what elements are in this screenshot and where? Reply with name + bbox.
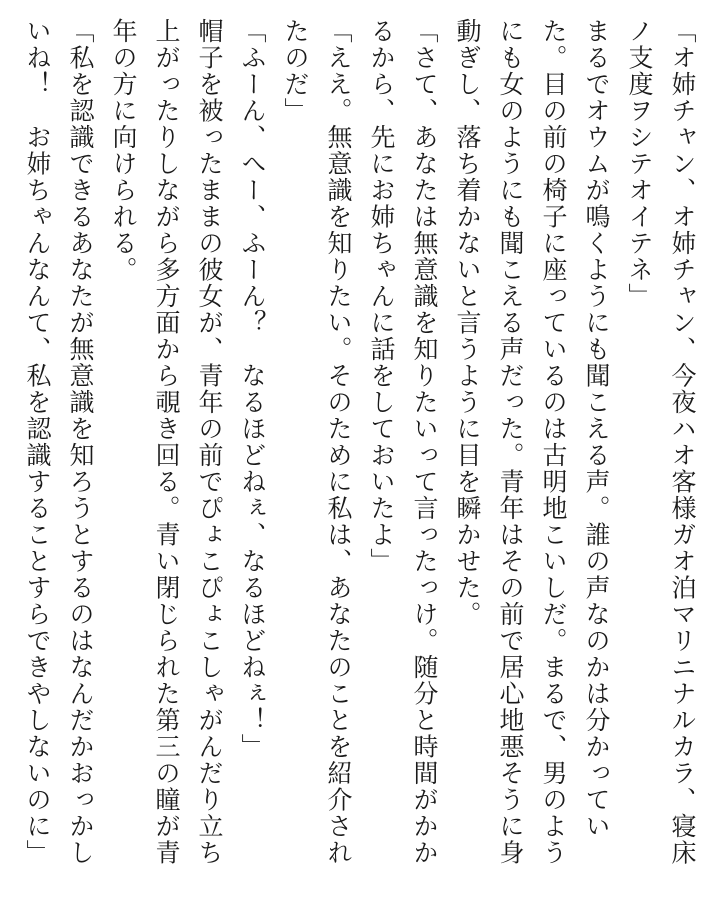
paragraph-dialogue-5: 「私を認識できるあなたが無意識を知ろうとするのはなんだかおっかしいね！ お姉ちゃんなんて、私を認識することすらできやしないのに」 [23, 18, 95, 866]
paragraph-dialogue-2: 「さて、あなたは無意識を知りたいって言ったっけ。随分と時間がかかるから、先にお姉ちゃんに話をしておいたよ」 [367, 18, 439, 866]
paragraph-dialogue-3: 「ええ。無意識を知りたい。そのために私は、あなたのことを紹介されたのだ」 [281, 18, 353, 866]
paragraph-narration-1: まるでオウムが鳴くようにも聞こえる声。誰の声なのかは分かっていた。目の前の椅子に座っているのは古明地こいしだ。まるで、男のようにも女のようにも聞こえる声だった。青年はその前で居心地悪そうに身動ぎし、落ち着かないと言うように目を瞬かせた。 [453, 18, 611, 866]
paragraph-dialogue-1: 「オ姉チャン、オ姉チャン、今夜ハオ客様ガオ泊マリニナルカラ、寝床ノ支度ヲシテオイテネ」 [625, 18, 697, 866]
paragraph-narration-2: 帽子を被ったままの彼女が、青年の前でぴょこぴょこしゃがんだり立ち上がったりしながら多方面から覗き回る。青い閉じられた第三の瞳が青年の方に向けられる。 [109, 18, 224, 866]
vertical-text-block [16, 18, 704, 884]
paragraph-dialogue-4: 「ふーん、へー、ふーん？ なるほどねぇ、なるほどねぇ！」 [238, 18, 267, 760]
